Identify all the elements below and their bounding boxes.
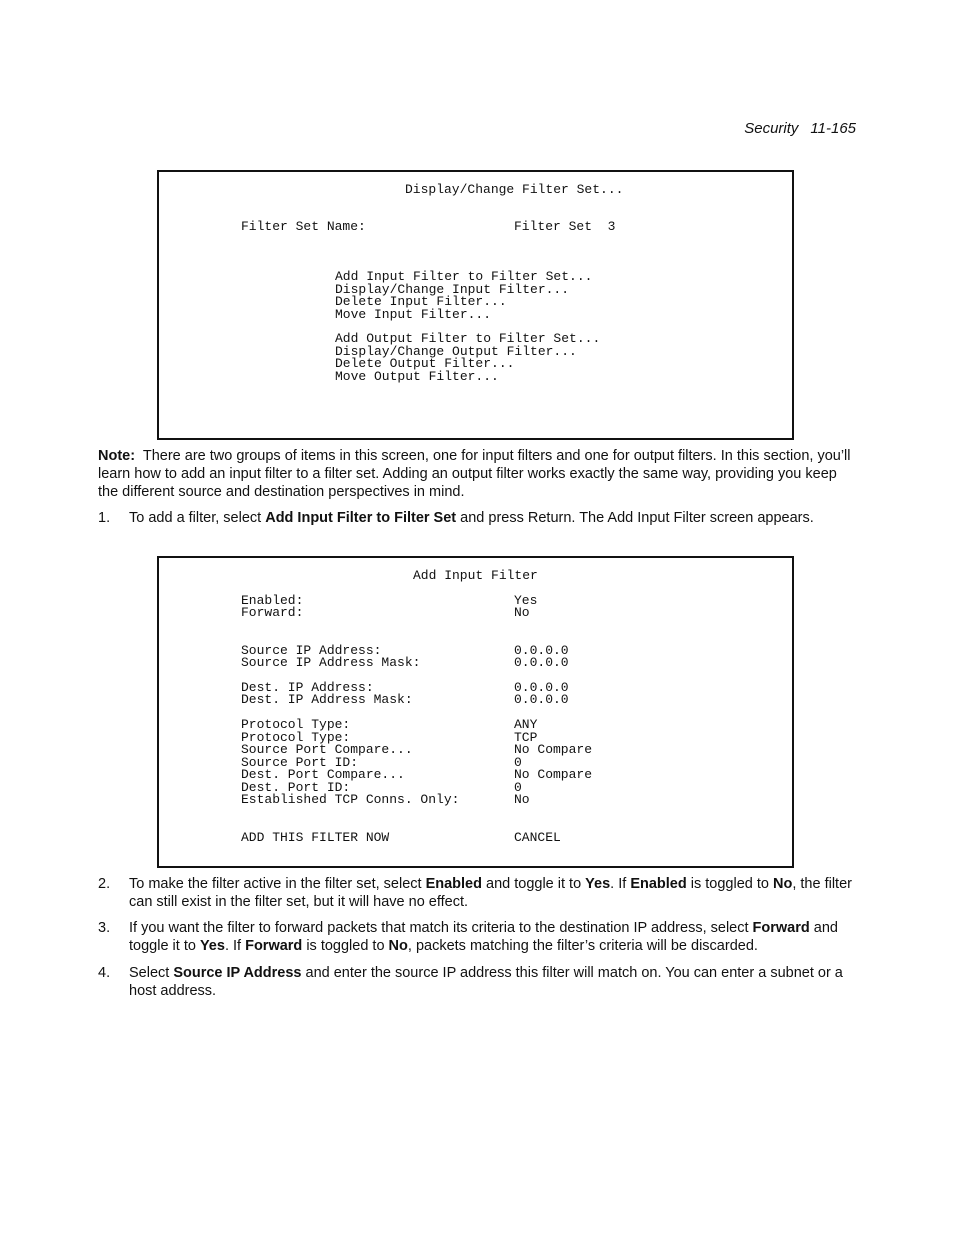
step-number: 4. (98, 965, 111, 981)
screen-title: Display/Change Filter Set... (405, 182, 624, 197)
text-run: To make the filter active in the filter set, select (129, 876, 426, 892)
bold-term: Yes (585, 876, 611, 892)
source-port-compare-label: Source Port Compare... (241, 742, 413, 757)
established-tcp-label: Established TCP Conns. Only: (241, 792, 460, 807)
note-paragraph (98, 447, 858, 501)
text-run: . If (610, 876, 631, 892)
step-number: 3. (98, 920, 111, 936)
menu-item-display-change-output-filter[interactable]: Display/Change Output Filter... (335, 344, 577, 359)
menu-item-add-input-filter[interactable]: Add Input Filter to Filter Set... (335, 269, 593, 284)
dest-port-id-value[interactable]: 0 (514, 780, 522, 795)
protocol-type-value[interactable]: TCP (514, 730, 538, 745)
screen-title: Add Input Filter (413, 568, 538, 583)
page-header (744, 120, 856, 137)
step-text (129, 875, 859, 911)
source-port-id-label: Source Port ID: (241, 755, 359, 770)
text-run: . If (224, 938, 246, 954)
note-text: There are two groups of items in this screen, one for input filters and one for output filters. In this section, you’ll learn how to add an input filter to a filter set. Adding an output filter works exactly the same way, providing you keep the different source and destination perspectives in mind. (98, 448, 851, 500)
add-filter-now-button[interactable]: ADD THIS FILTER NOW (241, 830, 390, 845)
dest-ip-mask-value[interactable]: 0.0.0.0 (514, 692, 569, 707)
text-run: is toggled to (302, 938, 389, 954)
step-number: 1. (98, 510, 111, 526)
text-run: , packets matching the filter’s criteria will be discarded. (407, 938, 758, 954)
menu-item-delete-output-filter[interactable]: Delete Output Filter... (335, 356, 515, 371)
step-number: 2. (98, 876, 111, 892)
step-text (129, 509, 859, 527)
dest-ip-value[interactable]: 0.0.0.0 (514, 680, 569, 695)
add-input-filter-screen (157, 556, 794, 868)
dest-port-compare-value[interactable]: No Compare (514, 767, 593, 782)
forward-value[interactable]: No (514, 605, 530, 620)
bold-term: Yes (199, 938, 225, 954)
filter-set-screen (157, 170, 794, 440)
source-ip-label: Source IP Address: (241, 643, 382, 658)
source-port-compare-value[interactable]: No Compare (514, 742, 593, 757)
step-text (129, 919, 859, 955)
source-ip-mask-value[interactable]: 0.0.0.0 (514, 655, 569, 670)
dest-ip-mask-label: Dest. IP Address Mask: (241, 692, 413, 707)
bold-term: Enabled (630, 876, 687, 892)
bold-term: Source IP Address (173, 965, 302, 981)
menu-item-add-output-filter[interactable]: Add Output Filter to Filter Set... (335, 331, 601, 346)
menu-item-display-change-input-filter[interactable]: Display/Change Input Filter... (335, 282, 570, 297)
bold-term: Enabled (425, 876, 482, 892)
protocol-type-value[interactable]: ANY (514, 717, 538, 732)
text-run: and press Return. The Add Input Filter screen appears. (456, 510, 814, 526)
header-page-number: 11-165 (810, 120, 856, 137)
dest-ip-label: Dest. IP Address: (241, 680, 374, 695)
dest-port-compare-label: Dest. Port Compare... (241, 767, 405, 782)
bold-term: No (772, 876, 793, 892)
text-run: is toggled to (686, 876, 773, 892)
bold-term: Forward (245, 938, 303, 954)
text-run: and toggle it to (481, 876, 586, 892)
menu-item-delete-input-filter[interactable]: Delete Input Filter... (335, 294, 507, 309)
text-run: , the filter can still exist in the filter set, but it will have no effect. (129, 876, 852, 910)
text-run: If you want the filter to forward packets that match its criteria to the destination IP address, select (129, 920, 753, 936)
text-run: and toggle it to (129, 920, 838, 954)
dest-port-id-label: Dest. Port ID: (241, 780, 351, 795)
bold-term: Forward (752, 920, 810, 936)
enabled-value[interactable]: Yes (514, 593, 538, 608)
established-tcp-value[interactable]: No (514, 792, 530, 807)
bold-term: No (388, 938, 408, 954)
text-run: To add a filter, select (129, 510, 266, 526)
bold-term: Add Input Filter to Filter Set (265, 510, 457, 526)
source-ip-value[interactable]: 0.0.0.0 (514, 643, 569, 658)
protocol-type-label: Protocol Type: (241, 730, 351, 745)
header-section: Security (744, 120, 799, 137)
menu-item-move-output-filter[interactable]: Move Output Filter... (335, 369, 499, 384)
menu-item-move-input-filter[interactable]: Move Input Filter... (335, 307, 492, 322)
text-run: and enter the source IP address this filter will match on. You can enter a subnet or a host address. (129, 965, 843, 999)
filter-set-name-label: Filter Set Name: (241, 219, 366, 234)
source-port-id-value[interactable]: 0 (514, 755, 522, 770)
source-ip-mask-label: Source IP Address Mask: (241, 655, 421, 670)
enabled-label: Enabled: (241, 593, 304, 608)
step-text (129, 964, 859, 1000)
note-label: Note: (98, 448, 136, 464)
cancel-button[interactable]: CANCEL (514, 830, 561, 845)
filter-set-name-field[interactable]: Filter Set 3 (514, 219, 616, 234)
protocol-type-label: Protocol Type: (241, 717, 351, 732)
forward-label: Forward: (241, 605, 304, 620)
text-run: Select (129, 965, 174, 981)
